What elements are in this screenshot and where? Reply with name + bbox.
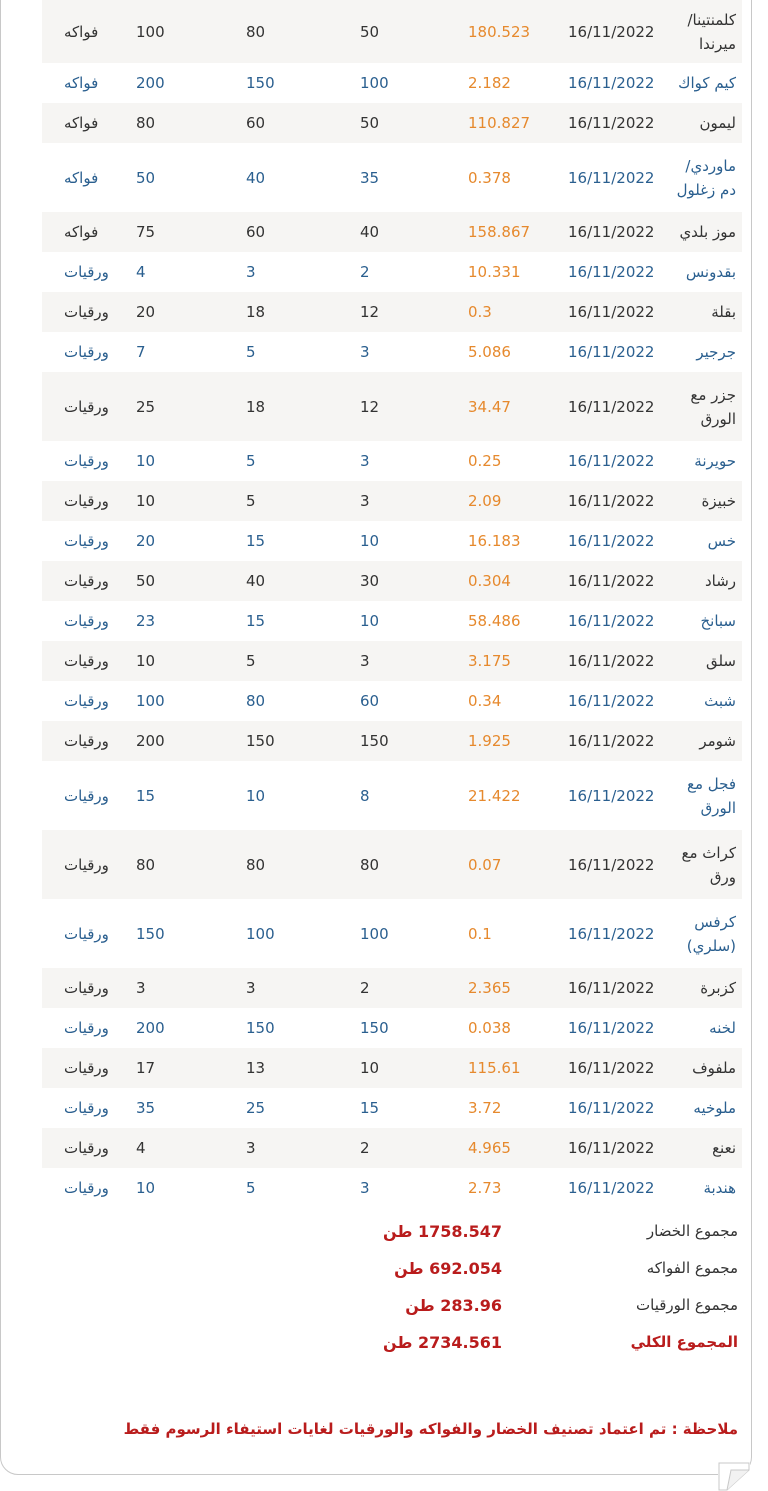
avg-price: 80 (238, 830, 356, 899)
category-label: ورقيات (42, 641, 120, 681)
table-row (42, 372, 742, 441)
item-name: ملفوف (672, 1048, 742, 1088)
price-date: 16/11/2022 (564, 0, 672, 63)
item-name: كيم كواك (672, 63, 742, 103)
avg-price: 150 (238, 721, 356, 761)
min-price: 2 (356, 252, 468, 292)
table-row (42, 521, 742, 561)
quantity-value: 2.73 (468, 1168, 564, 1208)
avg-price: 10 (238, 761, 356, 830)
min-price: 10 (356, 1048, 468, 1088)
avg-price: 40 (238, 143, 356, 212)
category-label: فواكه (42, 0, 120, 63)
table-row (42, 1048, 742, 1088)
total-leafy-row (0, 1296, 768, 1320)
quantity-value: 115.61 (468, 1048, 564, 1088)
price-date: 16/11/2022 (564, 1088, 672, 1128)
quantity-value: 2.09 (468, 481, 564, 521)
item-name: نعنع (672, 1128, 742, 1168)
item-name: كلمنتينا/ ميرندا (672, 0, 742, 63)
total-fruits-value: 692.054 طن (394, 1259, 502, 1278)
total-vegetables-row (0, 1222, 768, 1246)
quantity-value: 5.086 (468, 332, 564, 372)
table-row (42, 899, 742, 968)
max-price: 100 (120, 681, 238, 721)
max-price: 3 (120, 968, 238, 1008)
avg-price: 150 (238, 63, 356, 103)
price-date: 16/11/2022 (564, 521, 672, 561)
category-label: ورقيات (42, 681, 120, 721)
category-label: ورقيات (42, 252, 120, 292)
max-price: 200 (120, 63, 238, 103)
item-name: خس (672, 521, 742, 561)
avg-price: 80 (238, 681, 356, 721)
category-label: ورقيات (42, 601, 120, 641)
total-fruits-label: مجموع الفواكه (646, 1259, 738, 1277)
price-date: 16/11/2022 (564, 212, 672, 252)
max-price: 10 (120, 441, 238, 481)
min-price: 10 (356, 521, 468, 561)
quantity-value: 0.25 (468, 441, 564, 481)
price-date: 16/11/2022 (564, 681, 672, 721)
total-leafy-value: 283.96 طن (405, 1296, 502, 1315)
quantity-value: 10.331 (468, 252, 564, 292)
price-date: 16/11/2022 (564, 1168, 672, 1208)
max-price: 7 (120, 332, 238, 372)
max-price: 4 (120, 1128, 238, 1168)
avg-price: 5 (238, 1168, 356, 1208)
table-row (42, 143, 742, 212)
max-price: 50 (120, 143, 238, 212)
classification-note: ملاحظة : تم اعتماد تصنيف الخضار والفواكه والورقيات لغايات استيفاء الرسوم فقط (123, 1420, 738, 1438)
grand-total-label: المجموع الكلي (630, 1333, 738, 1351)
avg-price: 18 (238, 292, 356, 332)
quantity-value: 0.07 (468, 830, 564, 899)
min-price: 3 (356, 332, 468, 372)
max-price: 75 (120, 212, 238, 252)
avg-price: 80 (238, 0, 356, 63)
table-row (42, 721, 742, 761)
table-row (42, 103, 742, 143)
quantity-value: 1.925 (468, 721, 564, 761)
category-label: ورقيات (42, 721, 120, 761)
min-price: 2 (356, 1128, 468, 1168)
item-name: ماوردي/دم زغلول (672, 143, 742, 212)
max-price: 17 (120, 1048, 238, 1088)
max-price: 80 (120, 830, 238, 899)
item-name: شومر (672, 721, 742, 761)
quantity-value: 0.34 (468, 681, 564, 721)
min-price: 12 (356, 292, 468, 332)
avg-price: 3 (238, 1128, 356, 1168)
max-price: 150 (120, 899, 238, 968)
max-price: 10 (120, 1168, 238, 1208)
max-price: 80 (120, 103, 238, 143)
min-price: 60 (356, 681, 468, 721)
quantity-value: 0.304 (468, 561, 564, 601)
price-date: 16/11/2022 (564, 481, 672, 521)
quantity-value: 110.827 (468, 103, 564, 143)
max-price: 10 (120, 641, 238, 681)
item-name: فجل مع الورق (672, 761, 742, 830)
category-label: ورقيات (42, 521, 120, 561)
category-label: ورقيات (42, 761, 120, 830)
table-row (42, 968, 742, 1008)
avg-price: 15 (238, 521, 356, 561)
item-name: خبيزة (672, 481, 742, 521)
table-row (42, 481, 742, 521)
min-price: 50 (356, 103, 468, 143)
price-date: 16/11/2022 (564, 761, 672, 830)
total-vegetables-value: 1758.547 طن (382, 1222, 502, 1241)
item-name: حويرنة (672, 441, 742, 481)
category-label: ورقيات (42, 830, 120, 899)
min-price: 2 (356, 968, 468, 1008)
min-price: 100 (356, 63, 468, 103)
quantity-value: 158.867 (468, 212, 564, 252)
table-row (42, 1088, 742, 1128)
avg-price: 60 (238, 103, 356, 143)
category-label: ورقيات (42, 968, 120, 1008)
avg-price: 25 (238, 1088, 356, 1128)
total-leafy-label: مجموع الورقيات (636, 1296, 738, 1314)
page-curl-corner (718, 1462, 750, 1491)
min-price: 8 (356, 761, 468, 830)
category-label: ورقيات (42, 441, 120, 481)
price-date: 16/11/2022 (564, 441, 672, 481)
category-label: ورقيات (42, 1088, 120, 1128)
min-price: 30 (356, 561, 468, 601)
price-date: 16/11/2022 (564, 899, 672, 968)
max-price: 23 (120, 601, 238, 641)
category-label: فواكه (42, 143, 120, 212)
item-name: هندبة (672, 1168, 742, 1208)
price-date: 16/11/2022 (564, 332, 672, 372)
price-date: 16/11/2022 (564, 601, 672, 641)
quantity-value: 2.365 (468, 968, 564, 1008)
price-date: 16/11/2022 (564, 252, 672, 292)
item-name: موز بلدي (672, 212, 742, 252)
quantity-value: 0.038 (468, 1008, 564, 1048)
item-name: جرجير (672, 332, 742, 372)
table-row (42, 601, 742, 641)
category-label: ورقيات (42, 372, 120, 441)
grand-total-row (0, 1333, 768, 1357)
table-row (42, 212, 742, 252)
item-name: رشاد (672, 561, 742, 601)
min-price: 150 (356, 1008, 468, 1048)
min-price: 35 (356, 143, 468, 212)
item-name: ليمون (672, 103, 742, 143)
price-date: 16/11/2022 (564, 830, 672, 899)
avg-price: 15 (238, 601, 356, 641)
max-price: 10 (120, 481, 238, 521)
category-label: ورقيات (42, 1128, 120, 1168)
total-fruits-row (0, 1259, 768, 1283)
quantity-value: 0.378 (468, 143, 564, 212)
quantity-value: 3.72 (468, 1088, 564, 1128)
item-name: كزبرة (672, 968, 742, 1008)
category-label: ورقيات (42, 292, 120, 332)
prices-table (42, 0, 742, 1208)
item-name: لخنه (672, 1008, 742, 1048)
quantity-value: 2.182 (468, 63, 564, 103)
avg-price: 3 (238, 968, 356, 1008)
max-price: 50 (120, 561, 238, 601)
price-date: 16/11/2022 (564, 1128, 672, 1168)
table-row (42, 0, 742, 63)
min-price: 50 (356, 0, 468, 63)
price-date: 16/11/2022 (564, 372, 672, 441)
item-name: جزر مع الورق (672, 372, 742, 441)
min-price: 3 (356, 1168, 468, 1208)
price-date: 16/11/2022 (564, 292, 672, 332)
category-label: ورقيات (42, 1048, 120, 1088)
table-row (42, 641, 742, 681)
item-name: كرفس (سلري) (672, 899, 742, 968)
max-price: 200 (120, 721, 238, 761)
category-label: فواكه (42, 212, 120, 252)
min-price: 10 (356, 601, 468, 641)
quantity-value: 4.965 (468, 1128, 564, 1168)
grand-total-value: 2734.561 طن (382, 1333, 502, 1352)
price-date: 16/11/2022 (564, 103, 672, 143)
price-date: 16/11/2022 (564, 63, 672, 103)
max-price: 35 (120, 1088, 238, 1128)
item-name: شبث (672, 681, 742, 721)
category-label: ورقيات (42, 481, 120, 521)
max-price: 200 (120, 1008, 238, 1048)
quantity-value: 58.486 (468, 601, 564, 641)
quantity-value: 0.1 (468, 899, 564, 968)
item-name: سبانخ (672, 601, 742, 641)
price-date: 16/11/2022 (564, 1008, 672, 1048)
price-date: 16/11/2022 (564, 1048, 672, 1088)
avg-price: 40 (238, 561, 356, 601)
category-label: ورقيات (42, 332, 120, 372)
category-label: فواكه (42, 103, 120, 143)
min-price: 15 (356, 1088, 468, 1128)
table-row (42, 1128, 742, 1168)
avg-price: 5 (238, 441, 356, 481)
min-price: 3 (356, 641, 468, 681)
avg-price: 5 (238, 481, 356, 521)
table-row (42, 1008, 742, 1048)
price-date: 16/11/2022 (564, 721, 672, 761)
max-price: 20 (120, 521, 238, 561)
category-label: فواكه (42, 63, 120, 103)
quantity-value: 21.422 (468, 761, 564, 830)
table-row (42, 681, 742, 721)
total-vegetables-label: مجموع الخضار (646, 1222, 738, 1240)
avg-price: 150 (238, 1008, 356, 1048)
max-price: 20 (120, 292, 238, 332)
max-price: 100 (120, 0, 238, 63)
avg-price: 5 (238, 641, 356, 681)
avg-price: 18 (238, 372, 356, 441)
item-name: سلق (672, 641, 742, 681)
category-label: ورقيات (42, 1008, 120, 1048)
avg-price: 100 (238, 899, 356, 968)
table-row (42, 1168, 742, 1208)
table-row (42, 63, 742, 103)
min-price: 100 (356, 899, 468, 968)
table-row (42, 761, 742, 830)
min-price: 40 (356, 212, 468, 252)
table-row (42, 561, 742, 601)
quantity-value: 0.3 (468, 292, 564, 332)
category-label: ورقيات (42, 561, 120, 601)
max-price: 4 (120, 252, 238, 292)
min-price: 150 (356, 721, 468, 761)
table-row (42, 830, 742, 899)
quantity-value: 34.47 (468, 372, 564, 441)
avg-price: 60 (238, 212, 356, 252)
item-name: ملوخيه (672, 1088, 742, 1128)
price-date: 16/11/2022 (564, 968, 672, 1008)
table-row (42, 332, 742, 372)
table-row (42, 252, 742, 292)
price-date: 16/11/2022 (564, 641, 672, 681)
table-row (42, 292, 742, 332)
category-label: ورقيات (42, 899, 120, 968)
item-name: كراث مع ورق (672, 830, 742, 899)
item-name: بقدونس (672, 252, 742, 292)
prices-table-body (42, 0, 742, 1208)
quantity-value: 16.183 (468, 521, 564, 561)
min-price: 3 (356, 441, 468, 481)
item-name: بقلة (672, 292, 742, 332)
min-price: 3 (356, 481, 468, 521)
price-date: 16/11/2022 (564, 561, 672, 601)
quantity-value: 3.175 (468, 641, 564, 681)
min-price: 12 (356, 372, 468, 441)
avg-price: 5 (238, 332, 356, 372)
max-price: 25 (120, 372, 238, 441)
max-price: 15 (120, 761, 238, 830)
category-label: ورقيات (42, 1168, 120, 1208)
avg-price: 3 (238, 252, 356, 292)
avg-price: 13 (238, 1048, 356, 1088)
quantity-value: 180.523 (468, 0, 564, 63)
min-price: 80 (356, 830, 468, 899)
price-date: 16/11/2022 (564, 143, 672, 212)
table-row (42, 441, 742, 481)
